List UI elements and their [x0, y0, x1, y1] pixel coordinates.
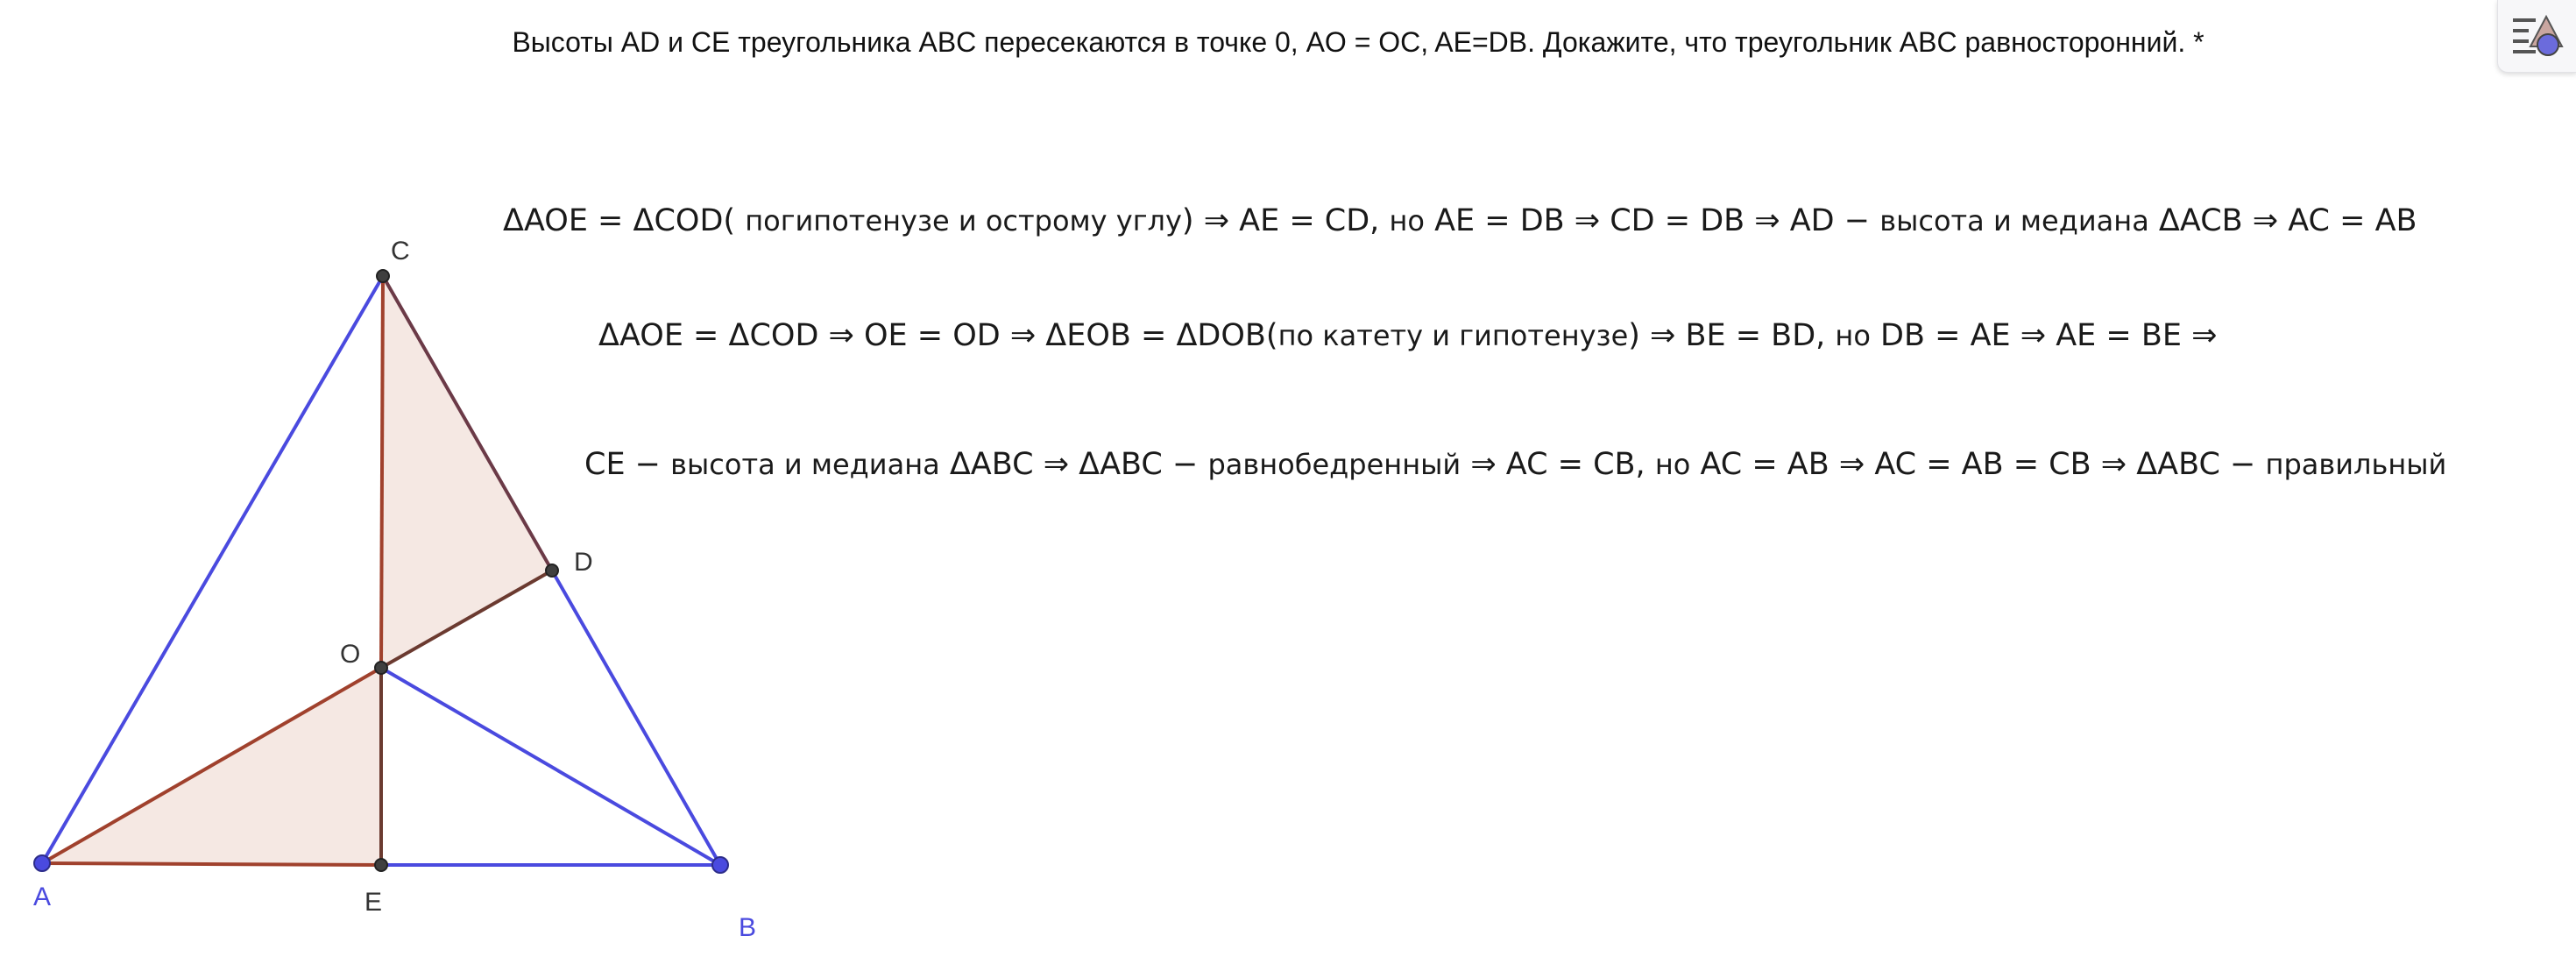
point-c[interactable] [377, 270, 389, 282]
proof-line-1-part-8: ΔACB ⇒ AC = AB [2148, 203, 2417, 238]
label-a: A [33, 882, 52, 911]
proof-line-2-part-3: ) ⇒ BE = BD, [1628, 318, 1836, 353]
label-e: E [364, 888, 383, 917]
proof-line-1-part-2: ΔCOD( [633, 203, 746, 238]
triangle-cod-fill [381, 276, 552, 668]
geometry-figure [0, 0, 806, 964]
point-a[interactable] [34, 855, 50, 871]
proof-line-2-part-2: по катету и гипотенузе [1277, 319, 1629, 352]
segment-co[interactable] [381, 276, 383, 668]
point-d[interactable] [546, 564, 558, 577]
point-e[interactable] [375, 859, 387, 871]
proof-line-3-part-2: высота и медиана [670, 448, 940, 481]
task-title: Высоты AD и CE треугольника ABC пересекаются в точке 0, AO = OC, AE=DB. Докажите, что треугольник ABC равносторонний. * [512, 26, 2204, 58]
label-b: B [739, 913, 757, 942]
proof-line-2 [598, 318, 2217, 353]
proof-line-3-part-6: но [1654, 448, 1691, 481]
label-c: C [391, 237, 410, 266]
proof-line-1-part-7: высота и медиана [1879, 204, 2149, 237]
point-b[interactable] [712, 857, 728, 873]
proof-line-1-part-1: ΔAOE = [503, 203, 633, 238]
proof-line-3-part-4: равнобедренный [1207, 448, 1461, 481]
point-o[interactable] [375, 662, 387, 674]
label-o: O [340, 640, 361, 669]
segment-ae[interactable] [42, 863, 381, 865]
proof-line-1-part-6: AE = DB ⇒ CD = DB ⇒ AD − [1424, 203, 1880, 238]
proof-line-1-part-4: ) ⇒ AE = CD, [1181, 203, 1390, 238]
graphics-menu-icon [2509, 11, 2565, 60]
graphics-menu-button[interactable] [2497, 0, 2576, 73]
proof-line-3-part-5: ⇒ AC = CB, [1461, 447, 1655, 482]
proof-line-3-part-3: ΔABC ⇒ ΔABC − [939, 447, 1208, 482]
proof-line-1-part-3: погипотенузе и острому углу [745, 204, 1182, 237]
side-bc[interactable] [552, 571, 720, 865]
proof-line-3-part-7: AC = AB ⇒ AC = AB = CB ⇒ ΔABC − [1690, 447, 2266, 482]
proof-line-3 [584, 447, 2446, 482]
proof-line-2-part-4: но [1835, 319, 1871, 352]
proof-line-1 [503, 203, 2417, 238]
segment-ob[interactable] [381, 668, 720, 865]
proof-line-3-part-1: CE − [584, 447, 671, 482]
proof-line-2-part-5: DB = AE ⇒ AE = BE ⇒ [1870, 318, 2218, 353]
proof-line-1-part-5: но [1389, 204, 1425, 237]
proof-line-2-part-1: ΔAOE = ΔCOD ⇒ OE = OD ⇒ ΔEOB = ΔDOB( [598, 318, 1278, 353]
label-d: D [574, 548, 593, 577]
proof-line-3-part-8: правильный [2265, 448, 2447, 481]
